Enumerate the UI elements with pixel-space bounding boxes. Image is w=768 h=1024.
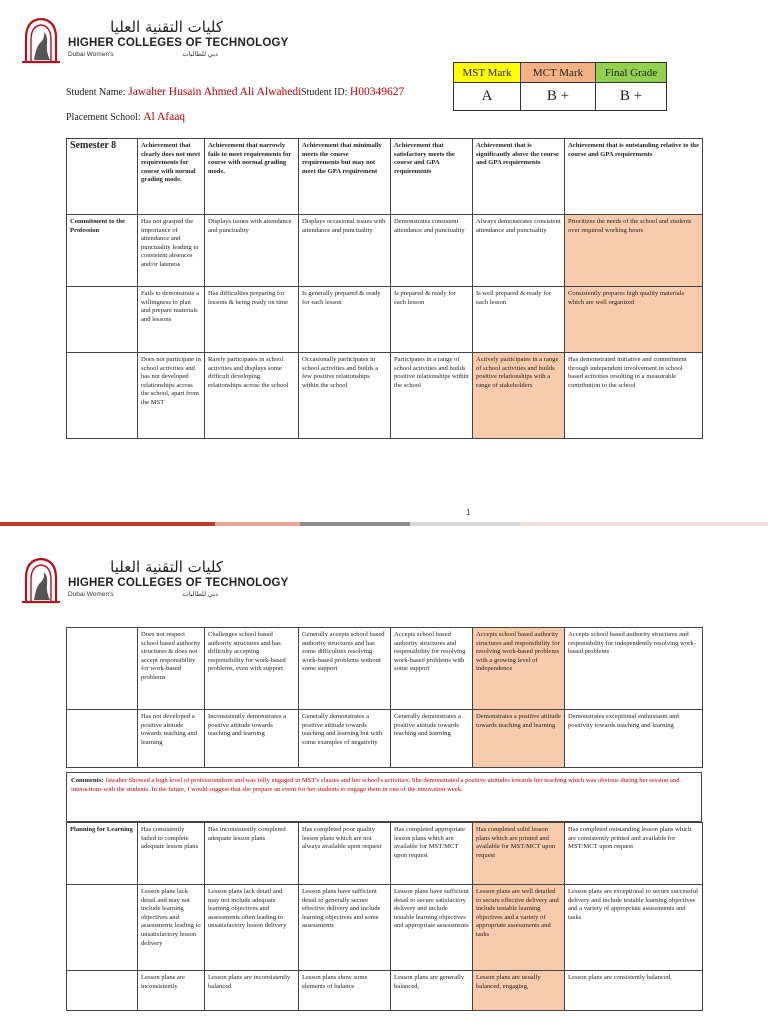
rubric-cell: Has completed outstanding lesson plans which are consistently printed and available for MST/MCT upon request [565,823,703,885]
rubric-cell: Lesson plans are consistently balanced, [565,971,703,1011]
rubric-cell-selected: Consistently prepares high quality materials which are well organized [565,287,703,353]
criterion-label [67,628,138,710]
criterion-label [67,971,138,1011]
level-header: Achievement that is significantly above the course and GPA requirements [473,139,565,215]
rubric-cell: Has difficulties preparing for lessons & being ready on time [205,287,299,353]
rubric-cell: Has inconsistently completed adequate lesson plans [205,823,299,885]
rubric-cell: Displays occasional issues with attendance and punctuality [299,215,391,287]
rubric-cell: Accepts school based authority structures and responsibility for resolving work-based problems with some support [391,628,473,710]
hct-emblem-icon [20,556,62,604]
rubric-header-row [67,139,703,215]
rubric-cell: Fails to demonstrate a willingness to plan and prepare materials and lessons [138,287,205,353]
criterion-label: Commitment to the Profession [67,215,138,287]
logo-campus-ar: دبي للطالبات [182,51,218,58]
rubric-row [67,710,703,768]
rubric-cell: Participates in a range of school activities and builds positive relationships within the school [391,353,473,439]
rubric-cell: Challenges school based authority structures and has difficulty accepting responsibility for work-based problems, even with support [205,628,299,710]
rubric-cell: Lesson plans show some elements of balance [299,971,391,1011]
rubric-table-semester-8 [66,138,703,439]
rubric-row [67,215,703,287]
level-header: Achievement that satisfactory meets the course and GPA requirements [391,139,473,215]
page-2 [0,530,768,1024]
mct-mark-header: MCT Mark [521,63,596,83]
rubric-cell: Lesson plans lack detail and may not include adequate learning objectives and assessments often leading to unsatisfactory lesson delivery [205,885,299,971]
rubric-cell: Rarely participates in school activities and displays some difficult developing relationships across the school [205,353,299,439]
final-grade-value: B + [596,83,667,111]
rubric-cell: Lesson plans have sufficient detail to secure satisfactory delivery and include testable learning objectives and appropriate assessments [391,885,473,971]
level-header: Achievement that minimally meets the course requirements but may not meet the GPA requirement [299,139,391,215]
rubric-cell: Lesson plans are inconsistently [138,971,205,1011]
hct-logo [20,556,288,604]
mct-mark-value: B + [521,83,596,111]
rubric-cell: Demonstrates exceptional enthusiasm and positivity towards teaching and learning [565,710,703,768]
rubric-cell: Inconsistently demonstrates a positive attitude towards teaching and learning [205,710,299,768]
rubric-cell: Occasionally participates in school activities and builds a few positive relationships within the school [299,353,391,439]
page-divider [0,522,768,526]
rubric-cell: Has completed poor quality lesson plans which are not always available upon request [299,823,391,885]
rubric-cell: Does not respect school based authority structures & does not accept responsibility for work-based problems [138,628,205,710]
rubric-cell: Generally accepts school based authority structures and has some difficulties resolving work-based problems without some support [299,628,391,710]
criterion-label [67,885,138,971]
rubric-row [67,353,703,439]
hct-logo [20,16,288,64]
placement-school: Al Afaaq [143,111,186,123]
comments-label: Comments: [71,777,104,784]
rubric-cell: Lesson plans lack detail and may not include learning objectives and assessments leading to unsatisfactory lesson delivery [138,885,205,971]
rubric-cell: Lesson plans are inconsistently balanced [205,971,299,1011]
placement-school-line [66,111,185,123]
rubric-cell: Is generally prepared & ready for each lesson [299,287,391,353]
final-grade-header: Final Grade [596,63,667,83]
comments-text: Jawaher Showed a high level of professionalism and was fully engaged in MST's classes and her school's activities. She demonstrated a positive attitudes towards her teaching which was obvious during her session and interactions with the students. In the future, I would suggest that she prepare an event for her students to engage them in one of the innovation week. [71,777,680,793]
rubric-row [67,287,703,353]
hct-emblem-icon [20,16,62,64]
rubric-cell: Accepts school based authority structures and responsibility for independently resolving work-based problems [565,628,703,710]
criterion-label [67,287,138,353]
page-number: 1 [466,508,471,517]
rubric-cell: Displays issues with attendance and punctuality [205,215,299,287]
rubric-row [67,885,703,971]
rubric-table-continued [66,627,703,768]
logo-english-name: HIGHER COLLEGES OF TECHNOLOGY [68,577,289,589]
rubric-cell-selected: Lesson plans are usually balanced, engaging, [473,971,565,1011]
student-name: Jawaher Husain Ahmed Ali Alwahedi [128,86,302,98]
student-id-line [301,86,404,98]
logo-english-name: HIGHER COLLEGES OF TECHNOLOGY [68,37,289,49]
student-name-label: Student Name: [66,87,126,98]
mst-mark-value: A [454,83,521,111]
criterion-label [67,710,138,768]
level-header: Achievement that narrowly fails to meet requirements for course with normal grading mode. [205,139,299,215]
rubric-cell: Generally demonstrates a positive attitude towards teaching and learning but with some examples of negativity [299,710,391,768]
rubric-cell: Has not developed a positive attitude towards teaching and learning [138,710,205,768]
criterion-label [67,353,138,439]
rubric-cell: Is prepared & ready for each lesson [391,287,473,353]
rubric-cell-selected: Prioritizes the needs of the school and students over required working hours [565,215,703,287]
student-name-line [66,86,301,98]
criterion-label: Planning for Learning [67,823,138,885]
rubric-cell: Always demonstrates consistent attendance and punctuality [473,215,565,287]
level-header: Achievement that clearly does not meet requirements for course with normal grading mode. [138,139,205,215]
rubric-cell-selected: Accepts school based authority structures and responsibility for resolving work-based problems with a growing level of independence [473,628,565,710]
rubric-cell: Generally demonstrates a positive attitude towards teaching and learning [391,710,473,768]
rubric-cell: Demonstrates consistent attendance and punctuality [391,215,473,287]
rubric-cell: Has consistently failed to complete adequate lesson plans [138,823,205,885]
rubric-cell: Has completed appropriate lesson plans which are available for MST/MCT upon request [391,823,473,885]
comments-box [66,772,702,822]
rubric-cell-selected: Demonstrates a positive attitude towards teaching and learning [473,710,565,768]
logo-campus-ar: دبي للطالبات [182,591,218,598]
rubric-cell-selected: Has completed solid lesson plans which are printed and available for MST/MCT upon request [473,823,565,885]
rubric-table-planning [66,822,703,1011]
logo-campus-en: Dubai Women's [68,591,114,598]
rubric-cell: Has not grasped the importance of attendance and punctuality leading to consistent absences and/or lateness [138,215,205,287]
logo-arabic-name: كليات التقنية العليا [110,558,223,576]
rubric-cell-selected: Actively participates in a range of school activities and builds positive relationships with a range of stakeholders [473,353,565,439]
rubric-cell: Does not participate in school activities and has not developed relationships across the school, apart from the MST [138,353,205,439]
rubric-cell: Lesson plans are generally balanced, [391,971,473,1011]
rubric-cell: Is well prepared & ready for each lesson [473,287,565,353]
semester-label: Semester 8 [67,139,138,215]
rubric-row [67,823,703,885]
mst-mark-header: MST Mark [454,63,521,83]
student-id: H00349627 [349,86,405,98]
logo-campus-en: Dubai Women's [68,51,114,58]
rubric-cell: Lesson plans are exceptional to secure successful delivery and include testable learning objectives and a variety of appropriate assessments and tasks [565,885,703,971]
student-id-label: Student ID: [301,87,348,98]
rubric-cell: Lesson plans have sufficient detail to generally secure effective delivery and include learning objectives and some assessments [299,885,391,971]
marks-table [453,62,667,111]
rubric-row [67,971,703,1011]
logo-arabic-name: كليات التقنية العليا [110,18,223,36]
placement-school-label: Placement School: [66,112,141,123]
rubric-row [67,628,703,710]
rubric-cell: Has demonstrated initiative and commitment through independent involvement in school based activities resulting in a measurable contribution to the school [565,353,703,439]
level-header: Achievement that is outstanding relative to the course and GPA requirements [565,139,703,215]
rubric-cell-selected: Lesson plans are well detailed to secure effective delivery and include testable learning objectives and a variety of appropriate assessments and tasks [473,885,565,971]
